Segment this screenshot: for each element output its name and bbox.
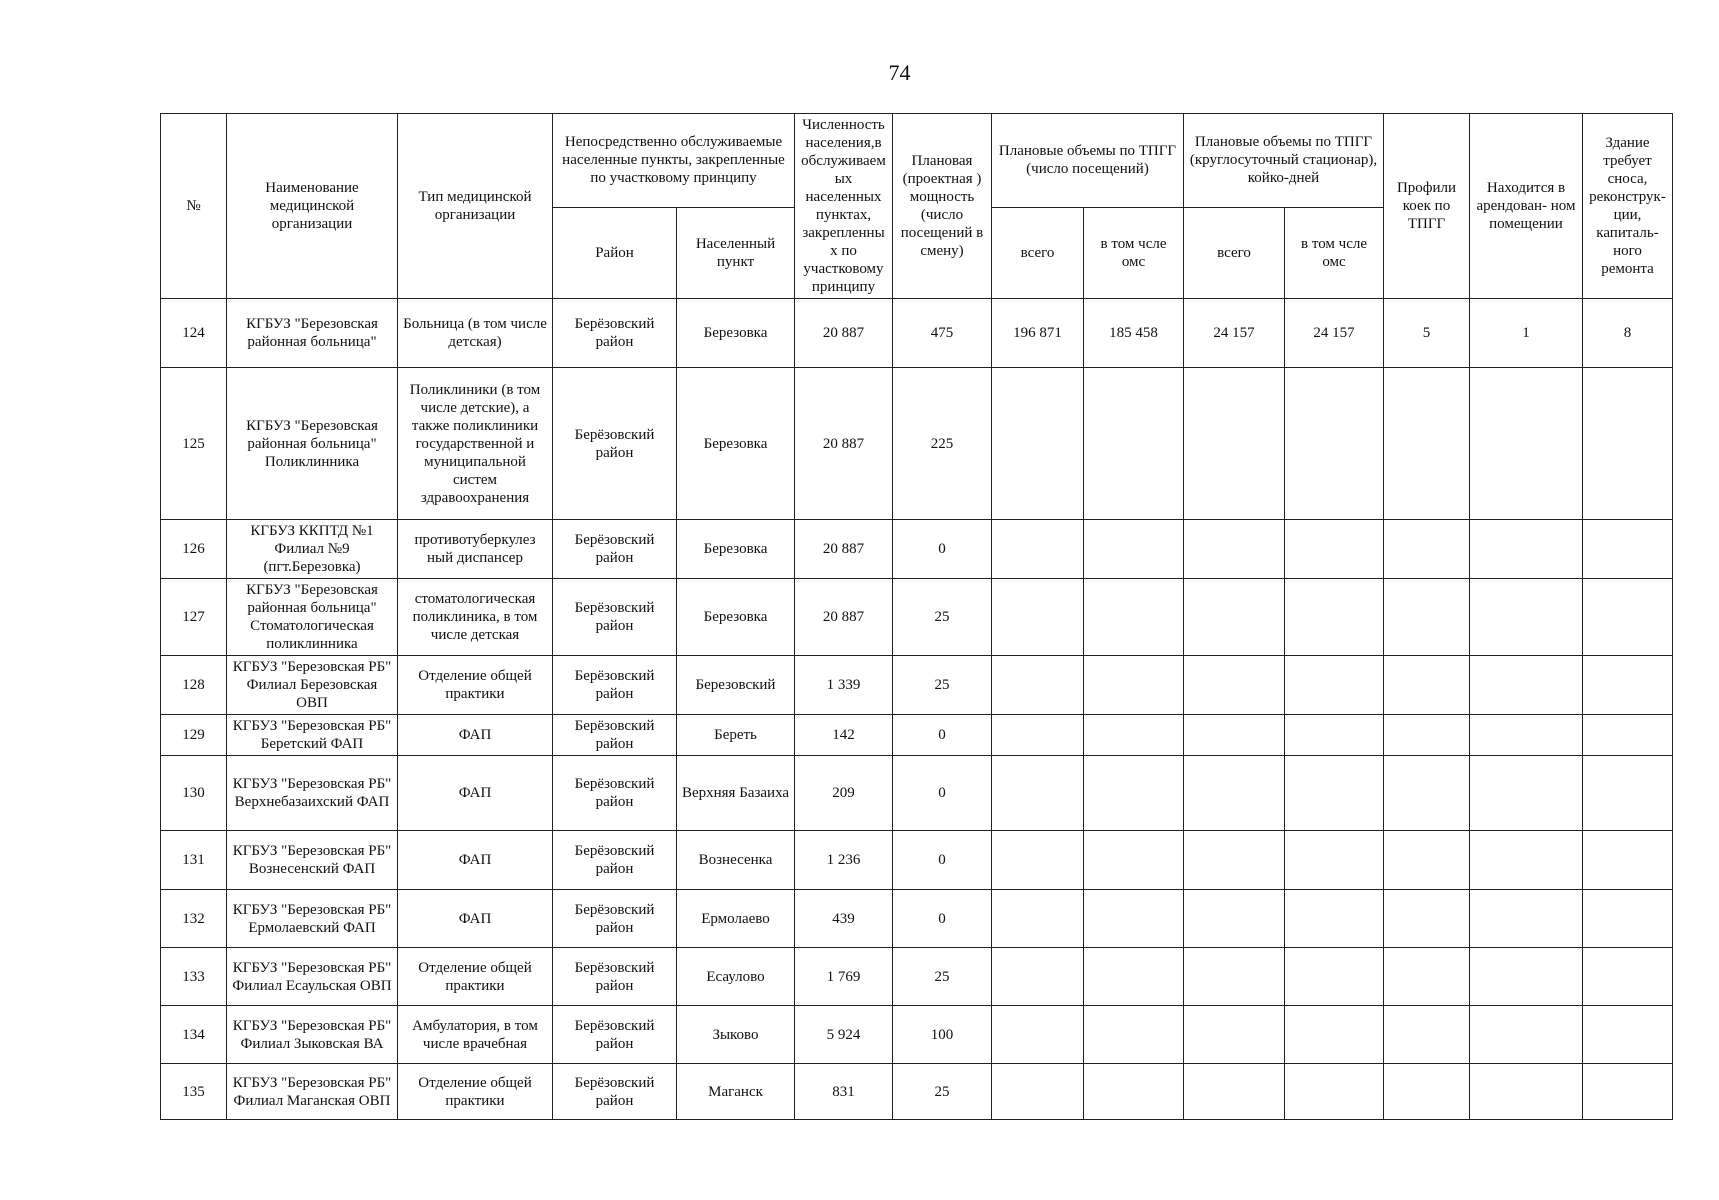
row-hosp-oms (1285, 1006, 1384, 1064)
header-hosp-oms: в том чсле омс (1285, 207, 1384, 298)
row-rented (1470, 831, 1583, 890)
row-rented: 1 (1470, 299, 1583, 368)
header-visits-total: всего (992, 207, 1084, 298)
row-rented (1470, 1006, 1583, 1064)
row-type: Поликлиники (в том числе детские), а также поликлиники государственной и муниципальной систем здравоохранения (398, 368, 553, 520)
row-name: КГБУЗ "Березовская РБ" Филиал Маганская ОВП (227, 1064, 398, 1120)
row-bed-profiles (1384, 656, 1470, 715)
row-name: КГБУЗ "Березовская РБ" Филиал Есаульская ОВП (227, 948, 398, 1006)
row-type: противотуберкулез ный диспансер (398, 520, 553, 579)
row-capacity: 25 (893, 579, 992, 656)
row-demolition (1583, 1006, 1673, 1064)
row-visits-oms: 185 458 (1084, 299, 1184, 368)
row-demolition (1583, 368, 1673, 520)
header-num: № (161, 114, 227, 299)
row-type: ФАП (398, 831, 553, 890)
row-type: Отделение общей практики (398, 656, 553, 715)
row-hosp-total (1184, 1006, 1285, 1064)
row-bed-profiles (1384, 368, 1470, 520)
row-settlement: Березовский (677, 656, 795, 715)
header-rented: Находится в арендован- ном помещении (1470, 114, 1583, 299)
row-demolition (1583, 756, 1673, 831)
row-num: 135 (161, 1064, 227, 1120)
row-hosp-oms (1285, 756, 1384, 831)
row-num: 128 (161, 656, 227, 715)
row-visits-total (992, 368, 1084, 520)
row-hosp-oms (1285, 1064, 1384, 1120)
row-visits-oms (1084, 1006, 1184, 1064)
row-hosp-total (1184, 368, 1285, 520)
row-district: Берёзовский район (553, 831, 677, 890)
row-hosp-total (1184, 656, 1285, 715)
row-settlement: Березовка (677, 520, 795, 579)
row-capacity: 25 (893, 948, 992, 1006)
header-capacity: Плановая (проектная ) мощность (число посещений в смену) (893, 114, 992, 299)
row-capacity: 0 (893, 520, 992, 579)
row-visits-oms (1084, 368, 1184, 520)
row-visits-total: 196 871 (992, 299, 1084, 368)
row-rented (1470, 656, 1583, 715)
row-name: КГБУЗ "Березовская районная больница" Стоматологическая поликлинника (227, 579, 398, 656)
header-district: Район (553, 207, 677, 298)
row-visits-oms (1084, 1064, 1184, 1120)
row-visits-total (992, 1064, 1084, 1120)
row-visits-total (992, 948, 1084, 1006)
row-num: 124 (161, 299, 227, 368)
table-row (161, 1006, 1673, 1064)
row-visits-oms (1084, 948, 1184, 1006)
row-demolition (1583, 831, 1673, 890)
row-population: 5 924 (795, 1006, 893, 1064)
row-bed-profiles (1384, 948, 1470, 1006)
row-demolition (1583, 1064, 1673, 1120)
row-population: 1 236 (795, 831, 893, 890)
medical-organizations-table (160, 113, 1673, 1120)
row-settlement: Березовка (677, 299, 795, 368)
row-hosp-oms (1285, 368, 1384, 520)
row-capacity: 475 (893, 299, 992, 368)
row-district: Берёзовский район (553, 890, 677, 948)
row-settlement: Березовка (677, 579, 795, 656)
header-hospital-group: Плановые объемы по ТПГГ (круглосуточный стационар), койко-дней (1184, 114, 1384, 208)
header-demolition: Здание требует сноса, реконструк- ции, капиталь- ного ремонта (1583, 114, 1673, 299)
row-settlement: Маганск (677, 1064, 795, 1120)
row-rented (1470, 948, 1583, 1006)
row-rented (1470, 368, 1583, 520)
row-name: КГБУЗ "Березовская РБ" Ермолаевский ФАП (227, 890, 398, 948)
row-district: Берёзовский район (553, 299, 677, 368)
row-capacity: 225 (893, 368, 992, 520)
row-population: 20 887 (795, 520, 893, 579)
row-district: Берёзовский район (553, 1006, 677, 1064)
row-bed-profiles (1384, 890, 1470, 948)
row-capacity: 0 (893, 756, 992, 831)
row-bed-profiles (1384, 831, 1470, 890)
row-hosp-oms (1285, 948, 1384, 1006)
row-visits-total (992, 831, 1084, 890)
row-capacity: 25 (893, 656, 992, 715)
row-visits-total (992, 890, 1084, 948)
row-population: 20 887 (795, 299, 893, 368)
row-name: КГБУЗ "Березовская РБ" Филиал Березовская ОВП (227, 656, 398, 715)
row-settlement: Береть (677, 715, 795, 756)
row-rented (1470, 520, 1583, 579)
row-demolition (1583, 715, 1673, 756)
row-bed-profiles (1384, 1006, 1470, 1064)
table-row (161, 579, 1673, 656)
row-hosp-total (1184, 715, 1285, 756)
row-rented (1470, 715, 1583, 756)
row-name: КГБУЗ "Березовская РБ" Беретский ФАП (227, 715, 398, 756)
row-capacity: 0 (893, 715, 992, 756)
row-settlement: Зыково (677, 1006, 795, 1064)
row-visits-oms (1084, 520, 1184, 579)
header-bed-profiles: Профили коек по ТПГГ (1384, 114, 1470, 299)
row-type: Отделение общей практики (398, 948, 553, 1006)
row-district: Берёзовский район (553, 948, 677, 1006)
row-population: 142 (795, 715, 893, 756)
row-bed-profiles (1384, 715, 1470, 756)
row-num: 125 (161, 368, 227, 520)
row-visits-total (992, 715, 1084, 756)
row-hosp-oms (1285, 579, 1384, 656)
row-hosp-total (1184, 520, 1285, 579)
row-hosp-oms (1285, 890, 1384, 948)
row-num: 131 (161, 831, 227, 890)
header-visits-group: Плановые объемы по ТПГГ (число посещений) (992, 114, 1184, 208)
row-num: 126 (161, 520, 227, 579)
row-type: Отделение общей практики (398, 1064, 553, 1120)
row-num: 130 (161, 756, 227, 831)
header-name: Наименование медицинской организации (227, 114, 398, 299)
row-population: 831 (795, 1064, 893, 1120)
row-visits-total (992, 579, 1084, 656)
row-hosp-oms: 24 157 (1285, 299, 1384, 368)
row-hosp-total (1184, 831, 1285, 890)
row-visits-oms (1084, 890, 1184, 948)
table-row (161, 1064, 1673, 1120)
row-district: Берёзовский район (553, 520, 677, 579)
row-hosp-total (1184, 579, 1285, 656)
row-population: 20 887 (795, 579, 893, 656)
row-bed-profiles (1384, 756, 1470, 831)
row-visits-total (992, 656, 1084, 715)
row-hosp-total (1184, 948, 1285, 1006)
row-name: КГБУЗ "Березовская РБ" Вознесенский ФАП (227, 831, 398, 890)
table-row (161, 715, 1673, 756)
header-population: Численность населения,в обслуживаем ых населенных пунктах, закрепленны х по участковому принципу (795, 114, 893, 299)
row-settlement: Верхняя Базаиха (677, 756, 795, 831)
row-visits-oms (1084, 715, 1184, 756)
header-settlement: Населенный пункт (677, 207, 795, 298)
row-type: Больница (в том числе детская) (398, 299, 553, 368)
row-hosp-oms (1285, 831, 1384, 890)
table-row (161, 948, 1673, 1006)
row-type: Амбулатория, в том числе врачебная (398, 1006, 553, 1064)
row-settlement: Ермолаево (677, 890, 795, 948)
row-rented (1470, 890, 1583, 948)
row-name: КГБУЗ "Березовская РБ" Верхнебазаихский ФАП (227, 756, 398, 831)
row-demolition (1583, 520, 1673, 579)
row-type: ФАП (398, 890, 553, 948)
row-capacity: 25 (893, 1064, 992, 1120)
row-hosp-total (1184, 756, 1285, 831)
row-district: Берёзовский район (553, 715, 677, 756)
row-capacity: 0 (893, 890, 992, 948)
row-type: ФАП (398, 756, 553, 831)
row-hosp-oms (1285, 656, 1384, 715)
row-name: КГБУЗ "Березовская РБ" Филиал Зыковская ВА (227, 1006, 398, 1064)
row-hosp-oms (1285, 520, 1384, 579)
row-district: Берёзовский район (553, 656, 677, 715)
table-row (161, 890, 1673, 948)
header-served-group: Непосредственно обслуживаемые населенные пункты, закрепленные по участковому принципу (553, 114, 795, 208)
row-population: 1 769 (795, 948, 893, 1006)
row-capacity: 0 (893, 831, 992, 890)
row-name: КГБУЗ ККПТД №1 Филиал №9 (пгт.Березовка) (227, 520, 398, 579)
row-hosp-total: 24 157 (1184, 299, 1285, 368)
row-bed-profiles: 5 (1384, 299, 1470, 368)
row-rented (1470, 579, 1583, 656)
header-type: Тип медицинской организации (398, 114, 553, 299)
row-settlement: Березовка (677, 368, 795, 520)
row-name: КГБУЗ "Березовская районная больница" (227, 299, 398, 368)
row-demolition (1583, 948, 1673, 1006)
row-bed-profiles (1384, 1064, 1470, 1120)
row-visits-oms (1084, 656, 1184, 715)
row-visits-total (992, 520, 1084, 579)
table-row (161, 756, 1673, 831)
row-capacity: 100 (893, 1006, 992, 1064)
row-num: 134 (161, 1006, 227, 1064)
row-name: КГБУЗ "Березовская районная больница" Поликлинника (227, 368, 398, 520)
row-bed-profiles (1384, 520, 1470, 579)
row-hosp-total (1184, 1064, 1285, 1120)
row-num: 127 (161, 579, 227, 656)
row-visits-oms (1084, 579, 1184, 656)
row-hosp-total (1184, 890, 1285, 948)
table-row (161, 831, 1673, 890)
row-population: 20 887 (795, 368, 893, 520)
row-population: 439 (795, 890, 893, 948)
row-visits-total (992, 1006, 1084, 1064)
page-number: 74 (888, 60, 911, 85)
row-hosp-oms (1285, 715, 1384, 756)
header-hosp-total: всего (1184, 207, 1285, 298)
row-district: Берёзовский район (553, 756, 677, 831)
row-population: 209 (795, 756, 893, 831)
row-rented (1470, 1064, 1583, 1120)
row-visits-total (992, 756, 1084, 831)
row-district: Берёзовский район (553, 1064, 677, 1120)
row-visits-oms (1084, 831, 1184, 890)
row-rented (1470, 756, 1583, 831)
table-row (161, 520, 1673, 579)
row-settlement: Вознесенка (677, 831, 795, 890)
table-row (161, 299, 1673, 368)
row-bed-profiles (1384, 579, 1470, 656)
row-type: стоматологическая поликлиника, в том числе детская (398, 579, 553, 656)
row-num: 133 (161, 948, 227, 1006)
row-demolition (1583, 656, 1673, 715)
row-demolition: 8 (1583, 299, 1673, 368)
header-visits-oms: в том чсле омс (1084, 207, 1184, 298)
row-demolition (1583, 579, 1673, 656)
row-district: Берёзовский район (553, 579, 677, 656)
row-district: Берёзовский район (553, 368, 677, 520)
row-num: 129 (161, 715, 227, 756)
row-settlement: Есаулово (677, 948, 795, 1006)
table-row (161, 368, 1673, 520)
row-demolition (1583, 890, 1673, 948)
row-visits-oms (1084, 756, 1184, 831)
row-num: 132 (161, 890, 227, 948)
table-row (161, 656, 1673, 715)
row-population: 1 339 (795, 656, 893, 715)
row-type: ФАП (398, 715, 553, 756)
